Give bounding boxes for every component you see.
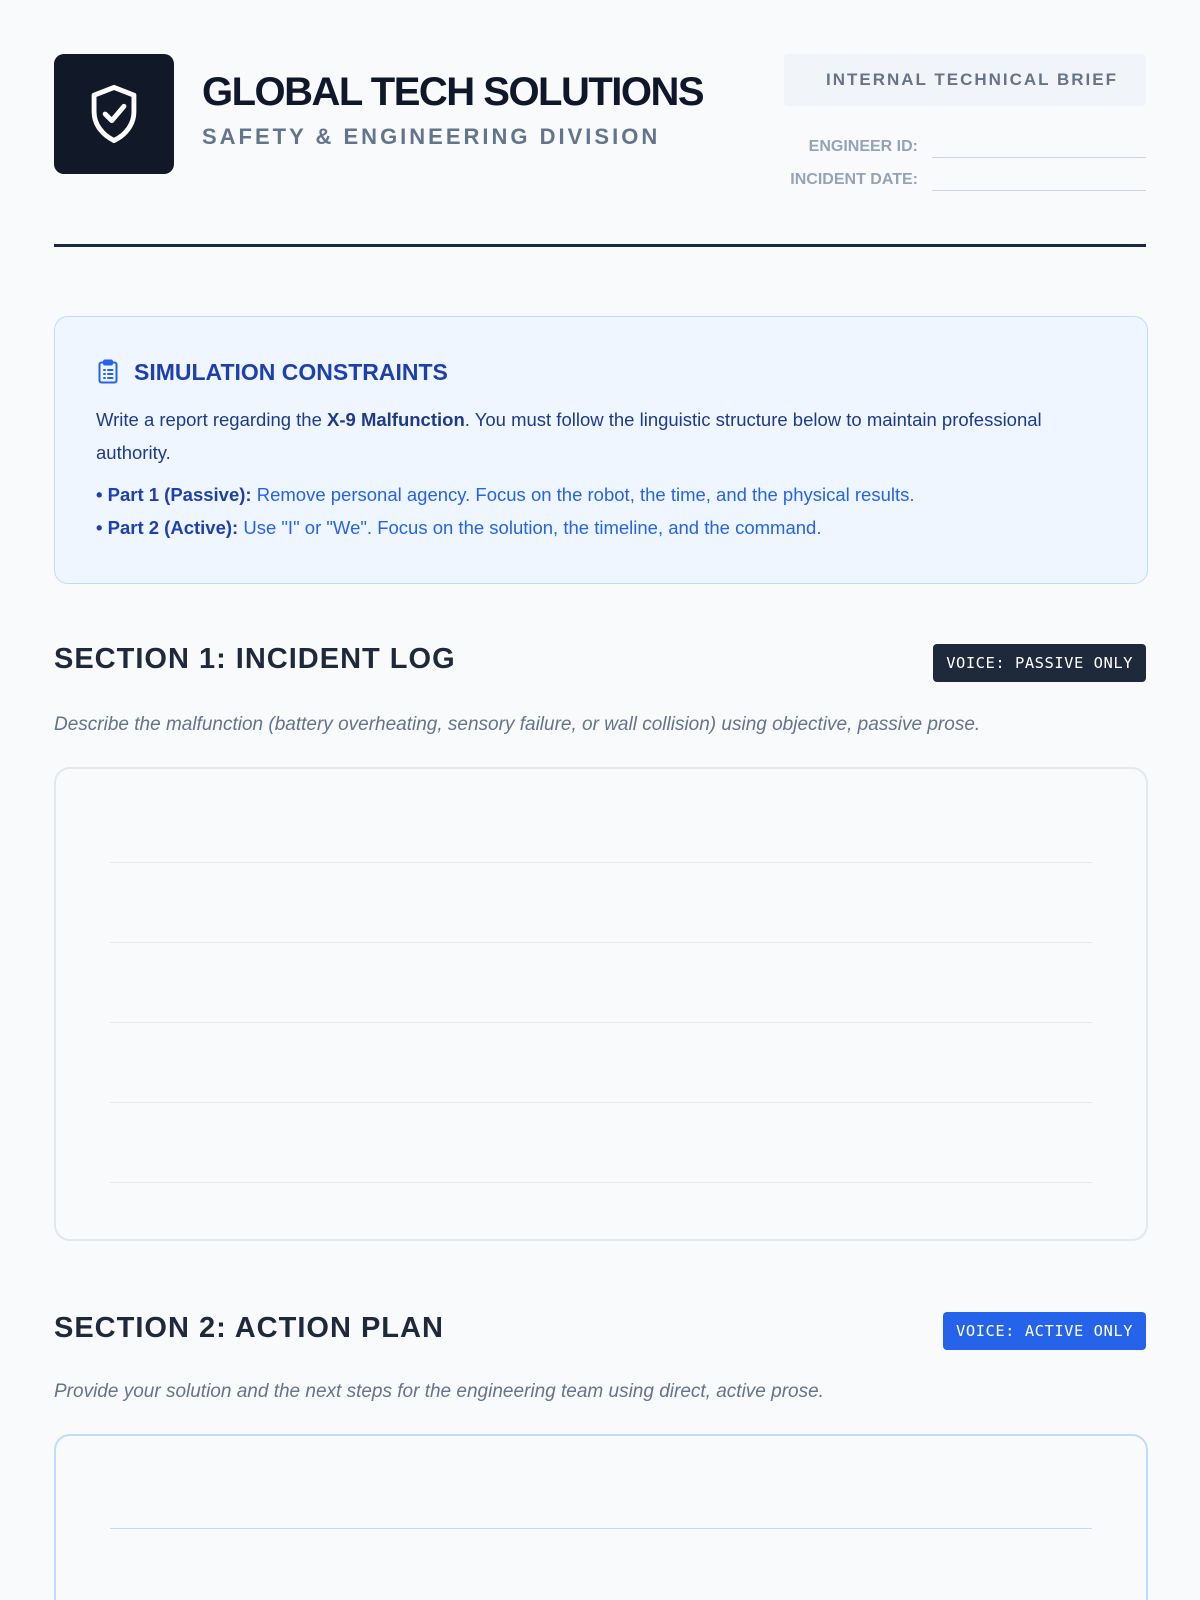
constraint-text: Use "I" or "We". Focus on the solution, the timeline, and the command.: [238, 517, 822, 538]
simulation-constraints-panel: [54, 316, 1148, 584]
incident-date-label: INCIDENT DATE:: [790, 171, 918, 188]
brief-badge: INTERNAL TECHNICAL BRIEF: [784, 54, 1146, 106]
constraint-text: Remove personal agency. Focus on the robot, the time, and the physical results.: [251, 484, 915, 505]
section-1-voice-tag: VOICE: PASSIVE ONLY: [933, 644, 1146, 682]
constraint-label: • Part 2 (Active):: [96, 517, 239, 538]
intro-text-start: Write a report regarding the: [96, 409, 328, 430]
section-1-title: SECTION 1: INCIDENT LOG: [54, 643, 456, 675]
company-logo: [54, 54, 174, 174]
constraint-label: • Part 1 (Passive):: [96, 484, 252, 505]
section-2-title: SECTION 2: ACTION PLAN: [54, 1312, 444, 1344]
constraints-title: SIMULATION CONSTRAINTS: [134, 358, 448, 385]
division-name: SAFETY & ENGINEERING DIVISION: [202, 124, 661, 149]
constraints-list: [96, 478, 1107, 544]
engineer-id-field[interactable]: [932, 136, 1146, 158]
page-header: [54, 0, 1146, 248]
shield-check-icon: [87, 83, 141, 145]
writing-line: [110, 1102, 1092, 1103]
clipboard-list-icon: [96, 359, 120, 385]
header-divider: [54, 244, 1146, 247]
intro-text-end: . You must follow the linguistic structure below to maintain professional authority.: [96, 409, 1042, 463]
engineer-id-row: [784, 132, 1146, 162]
writing-line: [110, 862, 1092, 863]
writing-line: [110, 1182, 1092, 1183]
constraint-item-part1: [96, 478, 1107, 511]
incident-date-field[interactable]: [932, 169, 1146, 191]
writing-line: [110, 1022, 1092, 1023]
constraints-heading: [96, 357, 1107, 387]
constraints-intro: [96, 403, 1107, 469]
section-2-voice-tag: VOICE: ACTIVE ONLY: [943, 1312, 1146, 1350]
constraint-item-part2: [96, 511, 1107, 544]
section-1-response-area[interactable]: [54, 767, 1148, 1241]
company-name: GLOBAL TECH SOLUTIONS: [202, 70, 704, 114]
writing-line: [110, 1528, 1092, 1529]
intro-text-bold: X-9 Malfunction: [327, 409, 465, 430]
section-1-description: Describe the malfunction (battery overheating, sensory failure, or wall collision) using objective, passive prose.: [54, 714, 981, 735]
section-2-description: Provide your solution and the next steps for the engineering team using direct, active prose.: [54, 1381, 824, 1402]
section-2-response-area[interactable]: [54, 1434, 1148, 1600]
engineer-id-label: ENGINEER ID:: [808, 138, 918, 155]
writing-line: [110, 942, 1092, 943]
incident-date-row: [784, 165, 1146, 195]
